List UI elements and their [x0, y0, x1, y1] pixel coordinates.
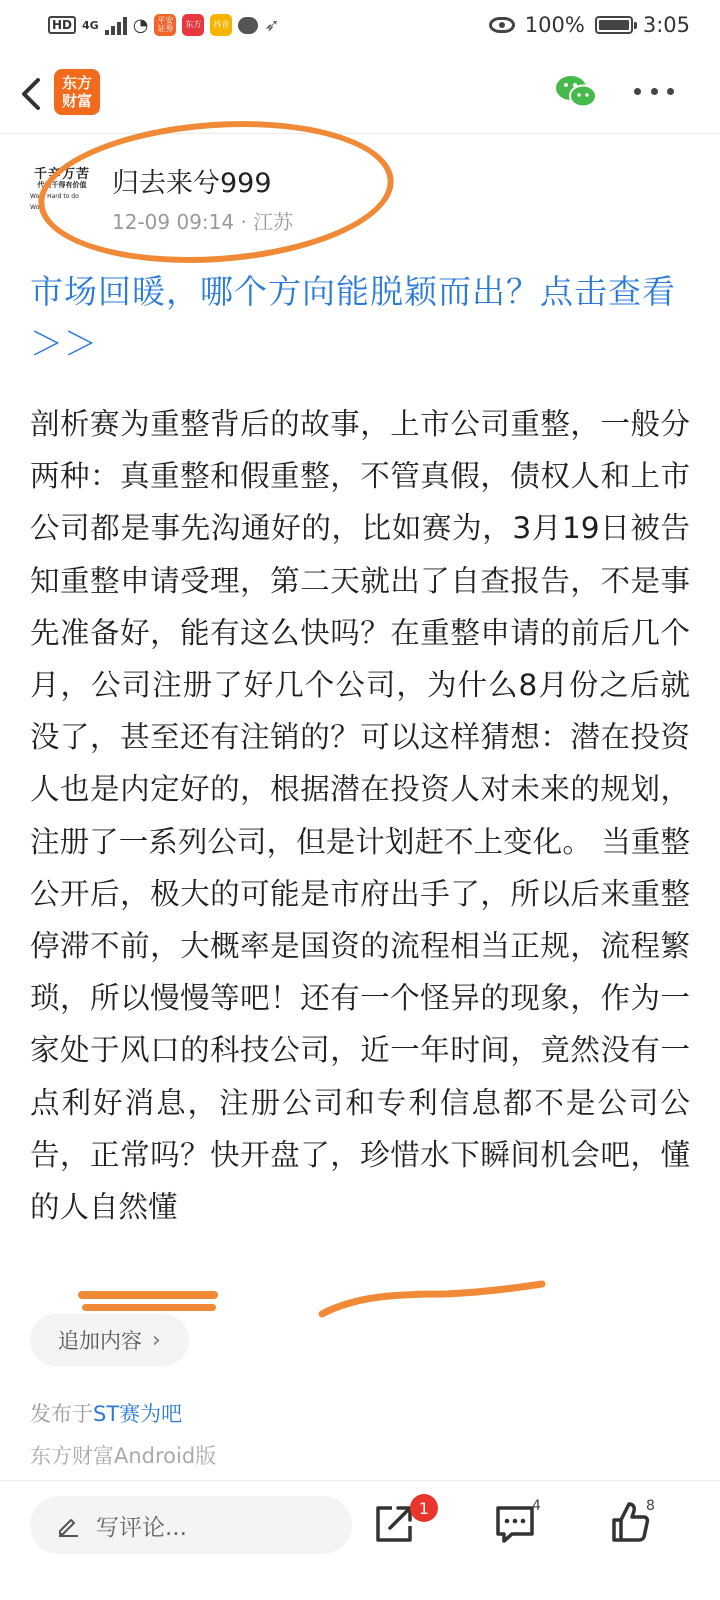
wechat-share-icon[interactable]	[555, 74, 597, 110]
send-icon: ➶	[264, 14, 280, 36]
pencil-icon	[56, 1513, 80, 1537]
client-info: 东方财富Android版	[30, 1444, 217, 1468]
status-bar	[0, 0, 720, 50]
annotation-underline	[82, 1304, 216, 1311]
header-divider	[0, 133, 720, 134]
avatar[interactable]	[30, 168, 94, 214]
eastmoney-logo[interactable]	[54, 69, 100, 115]
comment-count: 4	[532, 1498, 541, 1514]
more-options-icon[interactable]	[634, 88, 674, 98]
status-icons-right	[489, 13, 690, 37]
bottom-divider	[0, 1480, 720, 1481]
published-in	[30, 1398, 182, 1428]
avatar-text-3: Work Hard to do Work	[30, 193, 79, 211]
thumbs-up-icon[interactable]	[610, 1500, 650, 1544]
add-content-button[interactable]	[30, 1314, 189, 1366]
forum-link[interactable]: ST赛为吧	[93, 1402, 183, 1426]
share-badge: 1	[410, 1494, 438, 1522]
wifi-icon: ◔	[132, 14, 149, 36]
post-time: 12-09 09:14	[112, 210, 235, 234]
author-name[interactable]: 归去来兮999	[112, 168, 272, 199]
annotation-underline	[78, 1291, 218, 1299]
hd-icon: HD	[48, 16, 76, 34]
comment-icon[interactable]	[494, 1504, 536, 1544]
clock: 3:05	[642, 13, 690, 37]
add-content-label: 追加内容	[58, 1329, 142, 1353]
logo-line-2: 财富	[61, 92, 92, 110]
message-icon	[238, 17, 258, 34]
douyin-app-icon: 抖音	[210, 14, 232, 36]
signal-icon	[105, 15, 127, 35]
battery-percent: 100%	[524, 13, 585, 37]
avatar-text-1: 千辛万苦	[33, 167, 90, 182]
chevron-right-icon: ›	[152, 1327, 161, 1353]
avatar-text-2: 代表千得有价值	[37, 181, 87, 189]
comment-input[interactable]	[30, 1496, 352, 1554]
battery-icon	[595, 16, 633, 34]
annotation-underline-curve	[316, 1274, 550, 1322]
post-location: · 江苏	[240, 210, 294, 234]
network-type-icon: 4G	[82, 18, 99, 32]
pingan-app-icon: 平安证券	[154, 14, 176, 36]
comment-placeholder: 写评论...	[96, 1514, 187, 1541]
promo-link[interactable]: 市场回暖，哪个方向能脱颖而出？点击查看＞＞	[30, 272, 676, 363]
top-nav	[0, 58, 720, 130]
eye-comfort-icon	[489, 17, 515, 33]
like-count: 8	[646, 1498, 655, 1514]
post-body: 剖析赛为重整背后的故事，上市公司重整，一般分两种：真重整和假重整，不管真假，债权人和上市公司都是事先沟通好的，比如赛为，3月19日被告知重整申请受理，第二天就出了自查报告，不是事先准备好，能有这么快吗？在重整申请的前后几个月，公司注册了好几个公司，为什么8月份之后就没了，甚至还有注销的？可以这样猜想：潜在投资人也是内定好的，根据潜在投资人对未来的规划，注册了一系列公司，但是计划赶不上变化。 当重整公开后，极大的可能是市府出手了，所以后来重整停滞不前，大概率是国资的流程相当正规，流程繁琐，所以慢慢等吧！还有一个怪异的现象，作为一家处于风口的科技公司，近一年时间，竟然没有一点利好消息，注册公司和专利信息都不是公司公告，正常吗？快开盘了，珍惜水下瞬间机会吧，懂的人自然懂	[30, 407, 690, 1225]
eastmoney-app-icon: 东方	[182, 14, 204, 36]
published-prefix: 发布于	[30, 1402, 93, 1426]
back-arrow-icon[interactable]	[14, 74, 54, 114]
logo-line-1: 东方	[61, 74, 92, 92]
status-icons-left	[48, 14, 280, 36]
post-meta	[112, 206, 293, 235]
